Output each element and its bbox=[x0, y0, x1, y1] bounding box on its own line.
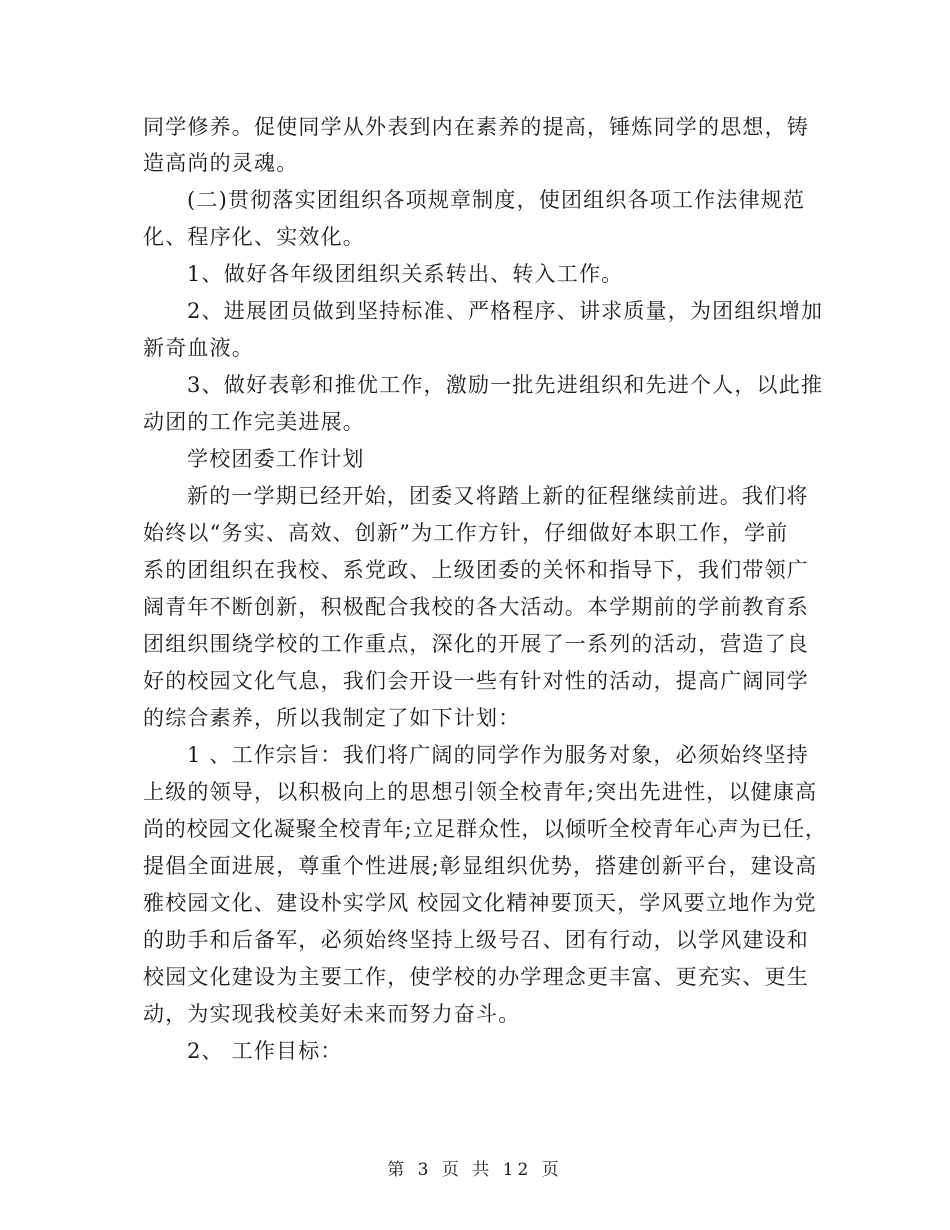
text-line: 造高尚的灵魂。 bbox=[143, 151, 299, 175]
text-line: 雅校园文化、建设朴实学风 校园文化精神要顶天，学风要立地作为党 bbox=[143, 891, 817, 915]
text-line: 团组织围绕学校的工作重点，深化的开展了一系列的活动，营造了良 bbox=[143, 632, 809, 656]
text-line: 的助手和后备军，必须始终坚持上级号召、团有行动，以学风建设和 bbox=[143, 928, 809, 952]
text-line: 化、程序化、实效化。 bbox=[143, 225, 365, 249]
text-line: 2、进展团员做到坚持标准、严格程序、讲求质量，为团组织增加 bbox=[187, 299, 824, 323]
text-line: 校园文化建设为主要工作，使学校的办学理念更丰富、更充实、更生 bbox=[143, 965, 809, 989]
text-line: (二)贯彻落实团组织各项规章制度，使团组织各项工作法律规范 bbox=[187, 188, 806, 212]
text-line: 始终以“务实、高效、创新”为工作方针，仔细做好本职工作，学前 bbox=[143, 521, 789, 545]
text-line: 新的一学期已经开始，团委又将踏上新的征程继续前进。我们将 bbox=[187, 484, 809, 508]
text-line: 系的团组织在我校、系党政、上级团委的关怀和指导下，我们带领广 bbox=[143, 558, 809, 582]
text-line: 3、做好表彰和推优工作，激励一批先进组织和先进个人，以此推 bbox=[187, 373, 824, 397]
text-line: 上级的领导，以积极向上的思想引领全校青年;突出先进性，以健康高 bbox=[143, 780, 818, 804]
text-line: 的综合素养，所以我制定了如下计划： bbox=[143, 706, 521, 730]
text-line: 提倡全面进展，尊重个性进展;彰显组织优势，搭建创新平台，建设高 bbox=[143, 854, 818, 878]
section-heading: 学校团委工作计划 bbox=[187, 447, 365, 471]
text-line: 动团的工作完美进展。 bbox=[143, 410, 365, 434]
text-line: 1、做好各年级团组织关系转出、转入工作。 bbox=[187, 262, 624, 286]
text-line: 1 、工作宗旨：我们将广阔的同学作为服务对象，必须始终坚持 bbox=[187, 743, 809, 767]
text-line: 动，为实现我校美好未来而努力奋斗。 bbox=[143, 1002, 521, 1026]
text-line: 尚的校园文化凝聚全校青年;立足群众性，以倾听全校青年心声为已任， bbox=[143, 817, 827, 841]
text-line: 新奇血液。 bbox=[143, 336, 254, 360]
text-line: 好的校园文化气息，我们会开设一些有针对性的活动，提高广阔同学 bbox=[143, 669, 809, 693]
text-line: 同学修养。促使同学从外表到内在素养的提高，锤炼同学的思想，铸 bbox=[143, 115, 809, 139]
text-line: 阔青年不断创新，积极配合我校的各大活动。本学期前的学前教育系 bbox=[143, 595, 809, 619]
text-line: 2、 工作目标： bbox=[187, 1039, 343, 1063]
page-number-footer: 第 3 页 共 12 页 bbox=[387, 1160, 563, 1180]
